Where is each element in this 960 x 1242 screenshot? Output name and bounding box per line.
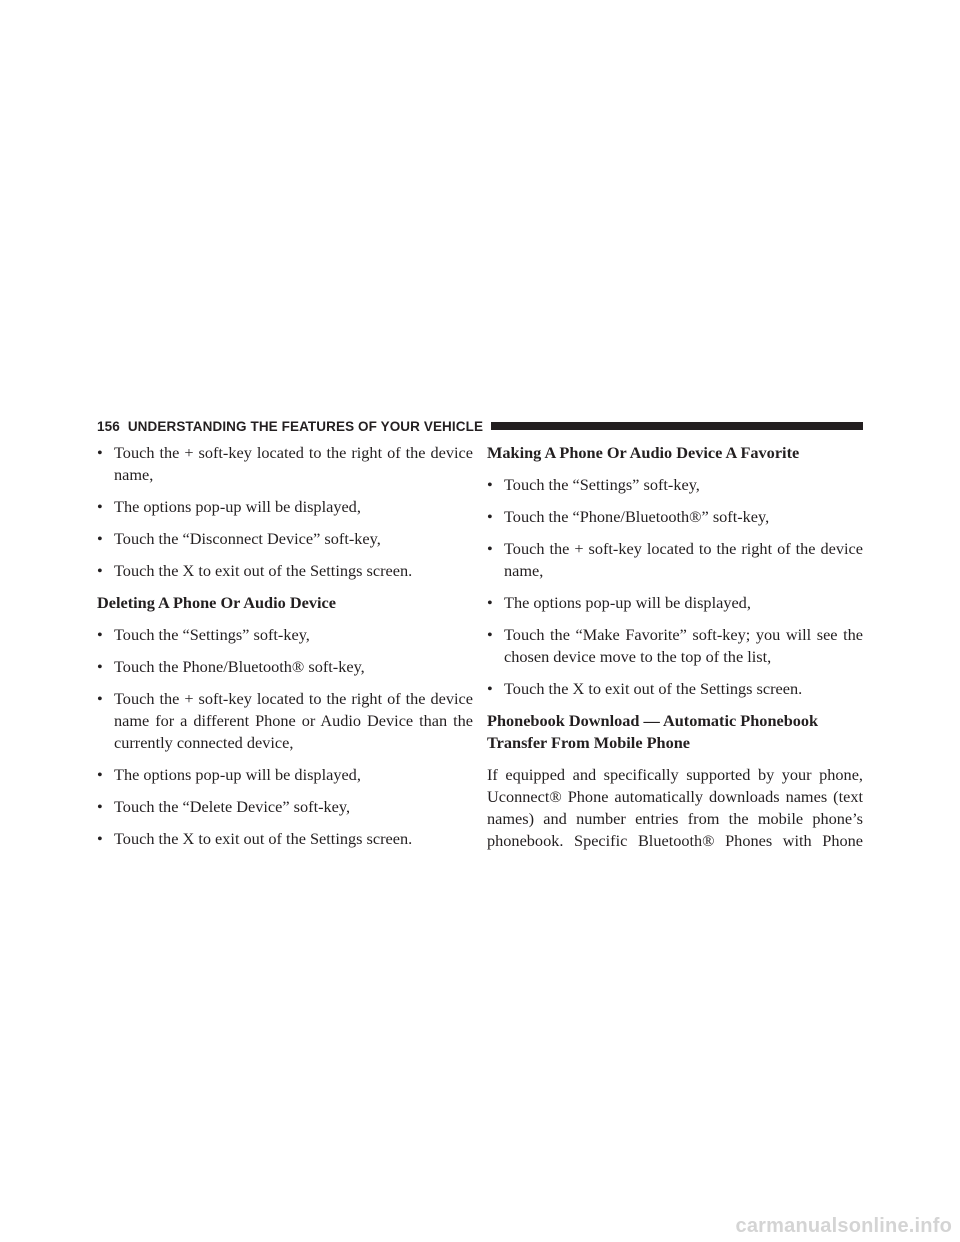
list-item: • Touch the “Phone/Bluetooth®” soft-key, [487,506,863,528]
list-item: • Touch the X to exit out of the Settings screen. [97,560,473,582]
list-item: • Touch the “Make Favorite” soft-key; you will see the chosen device move to the top of the list, [487,624,863,668]
page-number: 156 [97,418,120,434]
deleting-bullet-list [97,624,473,850]
right-column [487,442,863,852]
left-column [97,442,473,860]
list-item: • Touch the X to exit out of the Settings screen. [487,678,863,700]
list-item: • Touch the + soft-key located to the right of the device name, [487,538,863,582]
list-item: • The options pop-up will be displayed, [97,496,473,518]
list-item: • The options pop-up will be displayed, [97,764,473,786]
list-item: • Touch the “Settings” soft-key, [97,624,473,646]
page-header [97,418,863,434]
section-title: UNDERSTANDING THE FEATURES OF YOUR VEHICLE [127,418,484,434]
favorite-heading: Making A Phone Or Audio Device A Favorite [487,443,800,462]
list-item: • The options pop-up will be displayed, [487,592,863,614]
header-rule [491,422,863,430]
list-item: • Touch the “Disconnect Device” soft-key, [97,528,473,550]
phonebook-heading: Phonebook Download — Automatic Phonebook Transfer From Mobile Phone [487,711,819,752]
watermark-logo: carmanualsonline.info [735,1215,952,1237]
list-item: • Touch the X to exit out of the Settings screen. [97,828,473,850]
list-item: • Touch the Phone/Bluetooth® soft-key, [97,656,473,678]
list-item: • Touch the “Settings” soft-key, [487,474,863,496]
list-item: • Touch the + soft-key located to the right of the device name, [97,442,473,486]
intro-bullet-list [97,442,473,582]
list-item: • Touch the + soft-key located to the right of the device name for a different Phone or Audio Device than the currently connected device, [97,688,473,754]
deleting-heading: Deleting A Phone Or Audio Device [97,593,336,612]
phonebook-paragraph: If equipped and specifically supported by your phone, Uconnect® Phone automatically downloads names (text names) and number entries from the mobile phone’s phonebook. Specific Bluetooth® Phones with Phone [487,765,863,850]
list-item: • Touch the “Delete Device” soft-key, [97,796,473,818]
favorite-bullet-list [487,474,863,700]
